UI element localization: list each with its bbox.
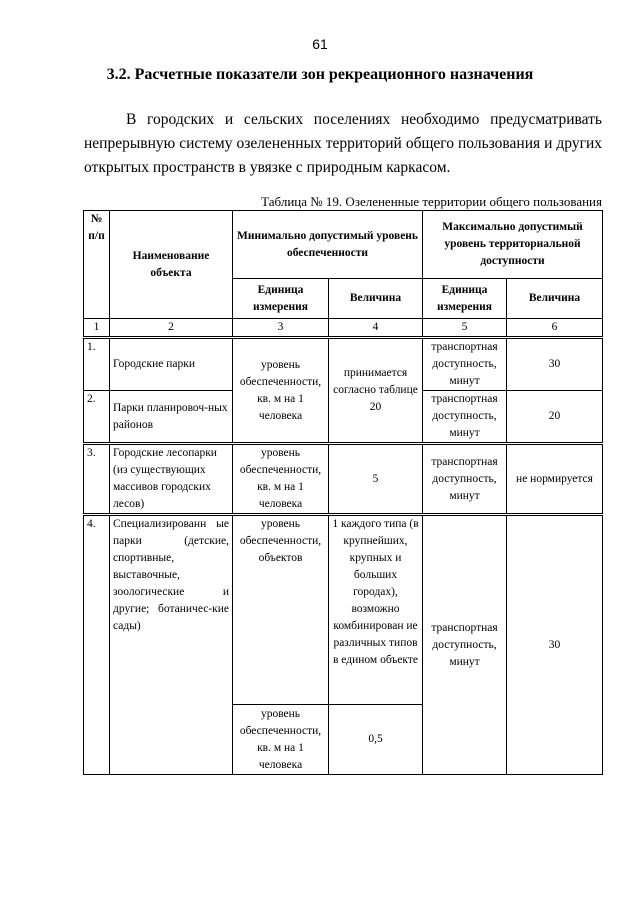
row-max-unit: транспортная доступность, минут <box>423 444 507 515</box>
header-max-level: Максимально допустимый уровень территориальной доступности <box>423 211 603 279</box>
row-min-value-2: 0,5 <box>329 705 423 775</box>
row-min-value: 1 каждого типа (в крупнейших, крупных и больших городах), возможно комбинирован ие различных типов в едином объекте <box>329 515 423 705</box>
header-max-unit: Единица измерения <box>423 279 507 319</box>
column-number: 2 <box>110 319 233 338</box>
row-max-value: не нормируется <box>507 444 603 515</box>
table-row <box>84 444 603 515</box>
row-min-unit-2: уровень обеспеченности, кв. м на 1 человека <box>233 705 329 775</box>
row-num: 4. <box>84 515 110 775</box>
row-max-unit: транспортная доступность, минут <box>423 338 507 391</box>
table-row <box>84 338 603 391</box>
row-name: Специализированн ые парки (детские, спортивные, выставочные, зоологические и другие; ботаничес-кие сады) <box>110 515 233 775</box>
row-num: 2. <box>84 391 110 444</box>
header-min-unit: Единица измерения <box>233 279 329 319</box>
row-name: Городские лесопарки (из существующих массивов городских лесов) <box>110 444 233 515</box>
column-number-row <box>84 319 603 338</box>
column-number: 3 <box>233 319 329 338</box>
row-max-unit: транспортная доступность, минут <box>423 391 507 444</box>
row-num: 1. <box>84 338 110 391</box>
column-number: 6 <box>507 319 603 338</box>
row-min-unit: уровень обеспеченности, кв. м на 1 человека <box>233 444 329 515</box>
section-heading: 3.2. Расчетные показатели зон рекреационного назначения <box>106 66 534 83</box>
column-number: 1 <box>84 319 110 338</box>
row-name: Парки планировоч-ных районов <box>110 391 233 444</box>
row-min-value: 5 <box>329 444 423 515</box>
page-number: 61 <box>312 36 328 52</box>
column-number: 5 <box>423 319 507 338</box>
row-min-unit: уровень обеспеченности, кв. м на 1 человека <box>233 338 329 444</box>
header-num: № п/п <box>84 211 110 319</box>
table-row <box>84 515 603 705</box>
row-max-value: 30 <box>507 515 603 775</box>
header-name: Наименование объекта <box>110 211 233 319</box>
header-max-value: Величина <box>507 279 603 319</box>
row-max-unit: транспортная доступность, минут <box>423 515 507 775</box>
row-num: 3. <box>84 444 110 515</box>
row-min-unit: уровень обеспеченности, объектов <box>233 515 329 705</box>
table-caption: Таблица № 19. Озелененные территории общего пользования <box>261 194 602 209</box>
table-header-row <box>84 211 603 279</box>
column-number: 4 <box>329 319 423 338</box>
row-max-value: 20 <box>507 391 603 444</box>
header-min-level: Минимально допустимый уровень обеспеченности <box>233 211 423 279</box>
header-min-value: Величина <box>329 279 423 319</box>
intro-paragraph <box>84 108 602 180</box>
row-name: Городские парки <box>110 338 233 391</box>
row-min-value: принимается согласно таблице 20 <box>329 338 423 444</box>
row-max-value: 30 <box>507 338 603 391</box>
intro-paragraph-text: В городских и сельских поселениях необходимо предусматривать непрерывную систему озелененных территорий общего пользования и других открытых пространств в увязке с природным каркасом. <box>84 111 602 176</box>
green-areas-table <box>83 210 603 775</box>
